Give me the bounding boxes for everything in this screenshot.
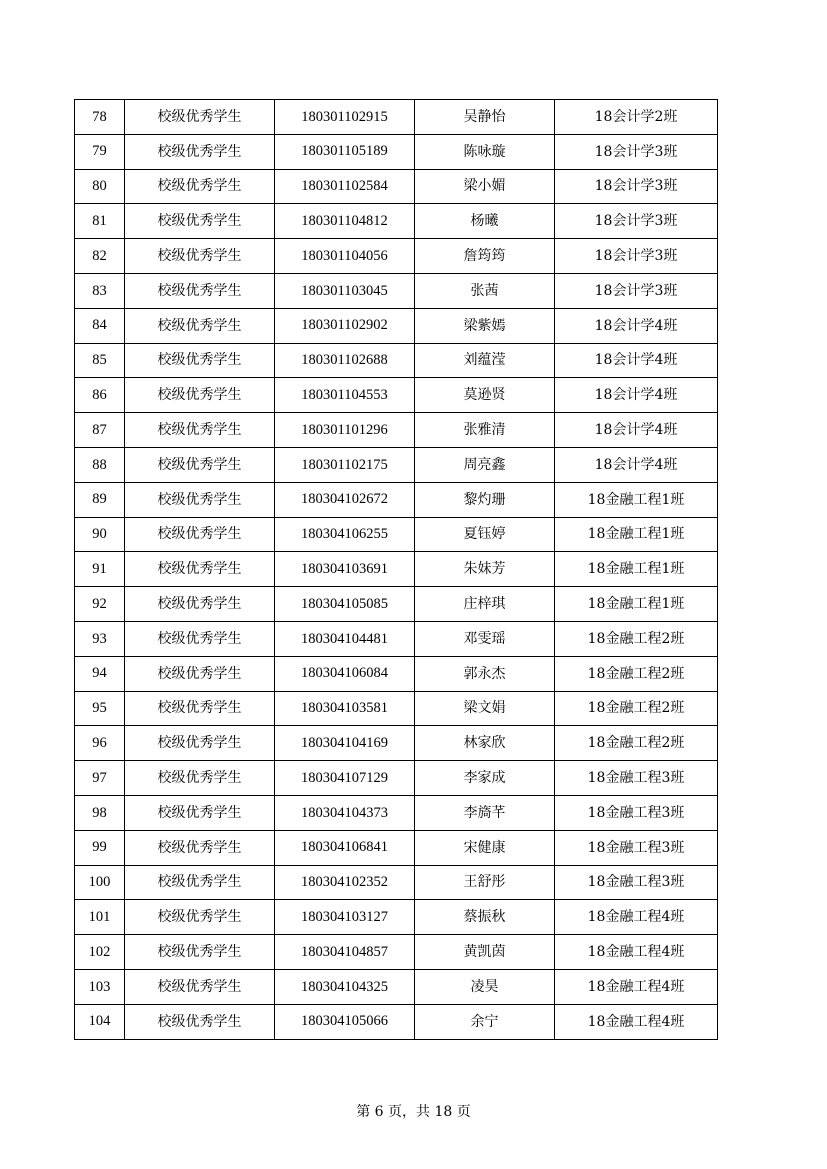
page-number-footer: 第 6 页，共 18 页 xyxy=(356,1104,471,1120)
class-name-cell: 18会计学3班 xyxy=(555,239,718,274)
class-name-cell: 18金融工程3班 xyxy=(555,761,718,796)
student-id-cell: 180304106084 xyxy=(275,656,415,691)
class-name-cell: 18金融工程1班 xyxy=(555,587,718,622)
row-number-cell: 94 xyxy=(75,656,125,691)
class-name-cell: 18金融工程4班 xyxy=(555,969,718,1004)
class-name-cell: 18会计学3班 xyxy=(555,273,718,308)
row-number-cell: 86 xyxy=(75,378,125,413)
table-row xyxy=(75,447,718,482)
student-id-cell: 180301104056 xyxy=(275,239,415,274)
award-type-cell: 校级优秀学生 xyxy=(125,447,275,482)
student-name-cell: 朱妹芳 xyxy=(415,552,555,587)
row-number-cell: 81 xyxy=(75,204,125,239)
student-name-cell: 梁文娟 xyxy=(415,691,555,726)
student-roster-table xyxy=(74,99,718,1040)
row-number-cell: 97 xyxy=(75,761,125,796)
roster-body xyxy=(75,100,718,1040)
student-id-cell: 180301102902 xyxy=(275,308,415,343)
table-row xyxy=(75,1004,718,1039)
row-number-cell: 90 xyxy=(75,517,125,552)
table-row xyxy=(75,865,718,900)
award-type-cell: 校级优秀学生 xyxy=(125,239,275,274)
award-type-cell: 校级优秀学生 xyxy=(125,343,275,378)
table-row xyxy=(75,343,718,378)
student-name-cell: 邓雯瑶 xyxy=(415,621,555,656)
row-number-cell: 91 xyxy=(75,552,125,587)
student-name-cell: 周亮鑫 xyxy=(415,447,555,482)
table-row xyxy=(75,239,718,274)
award-type-cell: 校级优秀学生 xyxy=(125,204,275,239)
student-name-cell: 宋健康 xyxy=(415,830,555,865)
table-row xyxy=(75,621,718,656)
row-number-cell: 102 xyxy=(75,935,125,970)
award-type-cell: 校级优秀学生 xyxy=(125,935,275,970)
row-number-cell: 103 xyxy=(75,969,125,1004)
award-type-cell: 校级优秀学生 xyxy=(125,795,275,830)
table-row xyxy=(75,691,718,726)
student-id-cell: 180304104169 xyxy=(275,726,415,761)
student-id-cell: 180301105189 xyxy=(275,134,415,169)
class-name-cell: 18金融工程2班 xyxy=(555,621,718,656)
row-number-cell: 98 xyxy=(75,795,125,830)
row-number-cell: 89 xyxy=(75,482,125,517)
student-id-cell: 180304104481 xyxy=(275,621,415,656)
award-type-cell: 校级优秀学生 xyxy=(125,482,275,517)
table-row xyxy=(75,204,718,239)
student-id-cell: 180304103127 xyxy=(275,900,415,935)
class-name-cell: 18金融工程3班 xyxy=(555,830,718,865)
student-id-cell: 180304104857 xyxy=(275,935,415,970)
student-name-cell: 余宁 xyxy=(415,1004,555,1039)
award-type-cell: 校级优秀学生 xyxy=(125,134,275,169)
class-name-cell: 18金融工程4班 xyxy=(555,1004,718,1039)
row-number-cell: 79 xyxy=(75,134,125,169)
row-number-cell: 87 xyxy=(75,413,125,448)
row-number-cell: 84 xyxy=(75,308,125,343)
table-row xyxy=(75,830,718,865)
class-name-cell: 18金融工程4班 xyxy=(555,935,718,970)
award-type-cell: 校级优秀学生 xyxy=(125,517,275,552)
award-type-cell: 校级优秀学生 xyxy=(125,726,275,761)
award-type-cell: 校级优秀学生 xyxy=(125,621,275,656)
row-number-cell: 100 xyxy=(75,865,125,900)
class-name-cell: 18会计学3班 xyxy=(555,204,718,239)
table-row xyxy=(75,482,718,517)
student-name-cell: 张雅清 xyxy=(415,413,555,448)
class-name-cell: 18金融工程3班 xyxy=(555,865,718,900)
class-name-cell: 18会计学4班 xyxy=(555,308,718,343)
table-row xyxy=(75,900,718,935)
student-id-cell: 180304105085 xyxy=(275,587,415,622)
student-id-cell: 180301103045 xyxy=(275,273,415,308)
student-id-cell: 180304103691 xyxy=(275,552,415,587)
award-type-cell: 校级优秀学生 xyxy=(125,378,275,413)
row-number-cell: 95 xyxy=(75,691,125,726)
student-name-cell: 李家成 xyxy=(415,761,555,796)
row-number-cell: 101 xyxy=(75,900,125,935)
class-name-cell: 18会计学3班 xyxy=(555,169,718,204)
student-id-cell: 180304104325 xyxy=(275,969,415,1004)
student-id-cell: 180301104812 xyxy=(275,204,415,239)
award-type-cell: 校级优秀学生 xyxy=(125,1004,275,1039)
student-id-cell: 180301102584 xyxy=(275,169,415,204)
student-name-cell: 陈咏璇 xyxy=(415,134,555,169)
student-id-cell: 180301101296 xyxy=(275,413,415,448)
student-id-cell: 180304102672 xyxy=(275,482,415,517)
student-name-cell: 凌昊 xyxy=(415,969,555,1004)
award-type-cell: 校级优秀学生 xyxy=(125,273,275,308)
award-type-cell: 校级优秀学生 xyxy=(125,100,275,135)
table-row xyxy=(75,726,718,761)
student-name-cell: 刘蕴滢 xyxy=(415,343,555,378)
award-type-cell: 校级优秀学生 xyxy=(125,830,275,865)
student-id-cell: 180304106841 xyxy=(275,830,415,865)
student-name-cell: 黄凯茵 xyxy=(415,935,555,970)
student-name-cell: 王舒彤 xyxy=(415,865,555,900)
class-name-cell: 18金融工程3班 xyxy=(555,795,718,830)
student-id-cell: 180301102175 xyxy=(275,447,415,482)
student-id-cell: 180301102915 xyxy=(275,100,415,135)
row-number-cell: 99 xyxy=(75,830,125,865)
award-type-cell: 校级优秀学生 xyxy=(125,413,275,448)
class-name-cell: 18会计学3班 xyxy=(555,134,718,169)
row-number-cell: 80 xyxy=(75,169,125,204)
table-row xyxy=(75,761,718,796)
student-name-cell: 黎灼珊 xyxy=(415,482,555,517)
row-number-cell: 96 xyxy=(75,726,125,761)
student-id-cell: 180304103581 xyxy=(275,691,415,726)
class-name-cell: 18会计学2班 xyxy=(555,100,718,135)
class-name-cell: 18会计学4班 xyxy=(555,343,718,378)
class-name-cell: 18金融工程4班 xyxy=(555,900,718,935)
row-number-cell: 88 xyxy=(75,447,125,482)
row-number-cell: 92 xyxy=(75,587,125,622)
class-name-cell: 18金融工程1班 xyxy=(555,482,718,517)
row-number-cell: 78 xyxy=(75,100,125,135)
class-name-cell: 18金融工程1班 xyxy=(555,552,718,587)
student-name-cell: 夏钰婷 xyxy=(415,517,555,552)
student-id-cell: 180301102688 xyxy=(275,343,415,378)
student-name-cell: 杨曦 xyxy=(415,204,555,239)
student-name-cell: 莫逊贤 xyxy=(415,378,555,413)
student-name-cell: 庄梓琪 xyxy=(415,587,555,622)
table-row xyxy=(75,517,718,552)
award-type-cell: 校级优秀学生 xyxy=(125,969,275,1004)
student-id-cell: 180301104553 xyxy=(275,378,415,413)
award-type-cell: 校级优秀学生 xyxy=(125,900,275,935)
table-row xyxy=(75,552,718,587)
award-type-cell: 校级优秀学生 xyxy=(125,169,275,204)
student-name-cell: 詹筠筠 xyxy=(415,239,555,274)
student-name-cell: 吴静怡 xyxy=(415,100,555,135)
student-id-cell: 180304106255 xyxy=(275,517,415,552)
student-name-cell: 李旖芊 xyxy=(415,795,555,830)
student-name-cell: 郭永杰 xyxy=(415,656,555,691)
table-row xyxy=(75,969,718,1004)
table-row xyxy=(75,308,718,343)
table-row xyxy=(75,587,718,622)
table-row xyxy=(75,134,718,169)
table-row xyxy=(75,169,718,204)
award-type-cell: 校级优秀学生 xyxy=(125,587,275,622)
award-type-cell: 校级优秀学生 xyxy=(125,656,275,691)
class-name-cell: 18金融工程1班 xyxy=(555,517,718,552)
student-name-cell: 张茜 xyxy=(415,273,555,308)
award-type-cell: 校级优秀学生 xyxy=(125,865,275,900)
table-row xyxy=(75,656,718,691)
award-type-cell: 校级优秀学生 xyxy=(125,761,275,796)
table-row xyxy=(75,935,718,970)
student-name-cell: 梁小媚 xyxy=(415,169,555,204)
table-row xyxy=(75,413,718,448)
student-id-cell: 180304107129 xyxy=(275,761,415,796)
award-type-cell: 校级优秀学生 xyxy=(125,691,275,726)
class-name-cell: 18金融工程2班 xyxy=(555,726,718,761)
student-id-cell: 180304102352 xyxy=(275,865,415,900)
table-row xyxy=(75,100,718,135)
table-row xyxy=(75,378,718,413)
row-number-cell: 104 xyxy=(75,1004,125,1039)
student-name-cell: 蔡振秋 xyxy=(415,900,555,935)
award-type-cell: 校级优秀学生 xyxy=(125,308,275,343)
class-name-cell: 18金融工程2班 xyxy=(555,691,718,726)
student-name-cell: 梁紫嫣 xyxy=(415,308,555,343)
class-name-cell: 18会计学4班 xyxy=(555,413,718,448)
class-name-cell: 18会计学4班 xyxy=(555,378,718,413)
student-id-cell: 180304105066 xyxy=(275,1004,415,1039)
row-number-cell: 83 xyxy=(75,273,125,308)
student-name-cell: 林家欣 xyxy=(415,726,555,761)
table-row xyxy=(75,273,718,308)
award-type-cell: 校级优秀学生 xyxy=(125,552,275,587)
row-number-cell: 82 xyxy=(75,239,125,274)
student-id-cell: 180304104373 xyxy=(275,795,415,830)
row-number-cell: 85 xyxy=(75,343,125,378)
table-row xyxy=(75,795,718,830)
class-name-cell: 18会计学4班 xyxy=(555,447,718,482)
class-name-cell: 18金融工程2班 xyxy=(555,656,718,691)
row-number-cell: 93 xyxy=(75,621,125,656)
